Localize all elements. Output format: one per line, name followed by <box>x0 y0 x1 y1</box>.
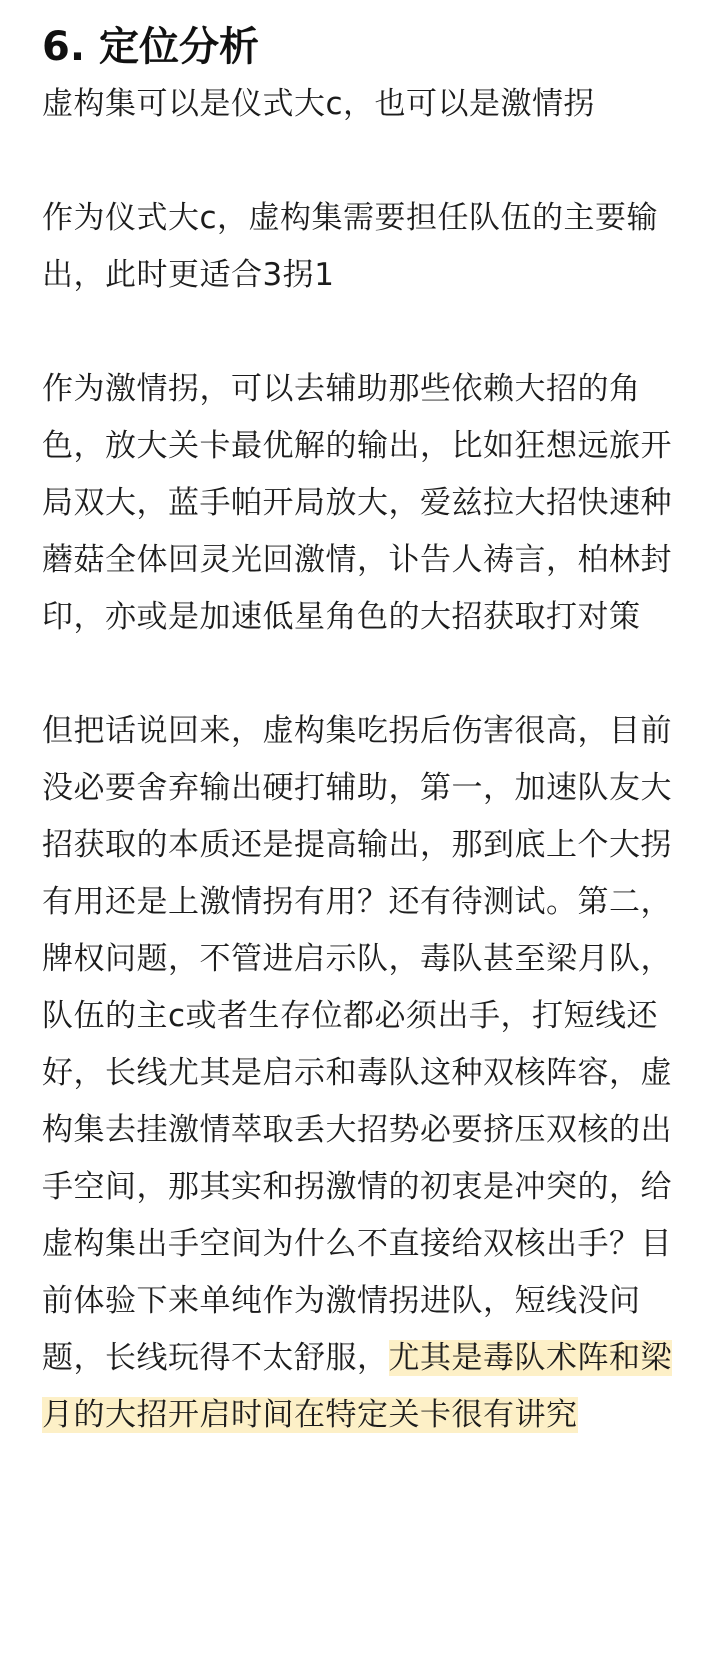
paragraph-with-highlight <box>42 703 694 1444</box>
paragraph-text: 但把话说回来，虚构集吃拐后伤害很高，目前没必要舍弃输出硬打辅助，第一，加速队友大招获取的本质还是提高输出，那到底上个大拐有用还是上激情拐有用？还有待测试。第二，牌权问题，不管进启示队，毒队甚至梁月队，队伍的主c或者生存位都必须出手，打短线还好，长线尤其是启示和毒队这种双核阵容，虚构集去挂激情萃取丢大招势必要挤压双核的出手空间，那其实和拐激情的初衷是冲突的，给虚构集出手空间为什么不直接给双核出手？目前体验下来单纯作为激情拐进队，短线没问题，长线玩得不太舒服， <box>42 713 672 1376</box>
highlighted-text: 尤其是毒队术阵和梁月的大招开启时间在特定关卡很有讲究 <box>42 1340 672 1433</box>
paragraph: 虚构集可以是仪式大c，也可以是激情拐 <box>42 86 596 122</box>
section-heading: 6. 定位分析 <box>42 24 259 70</box>
paragraph: 作为仪式大c，虚构集需要担任队伍的主要输出，此时更适合3拐1 <box>42 200 659 293</box>
paragraph: 作为激情拐，可以去辅助那些依赖大招的角色，放大关卡最优解的输出，比如狂想远旅开局双大，蓝手帕开局放大，爱兹拉大招快速种蘑菇全体回灵光回激情，讣告人祷言，柏林封印，亦或是加速低星角色的大招获取打对策 <box>42 371 672 635</box>
